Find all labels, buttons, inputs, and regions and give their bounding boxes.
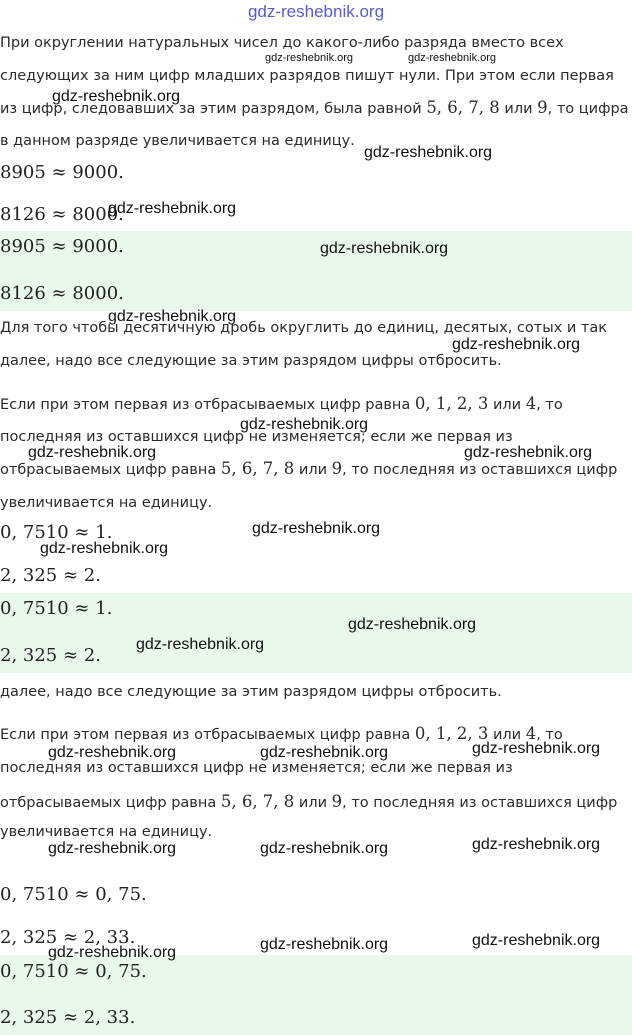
para3-line1-digit: 4 (525, 394, 537, 413)
para5-line1-text-a: Если при этом первая из отбрасываемых цифр равна (0, 727, 415, 743)
para5-line3-digit: 9 (331, 792, 343, 811)
watermark: gdz-reshebnik.org (472, 932, 601, 949)
para1-line3-text-b: или (499, 101, 538, 117)
para3-line1 (0, 394, 563, 413)
watermark: gdz-reshebnik.org (464, 444, 593, 461)
site-header (0, 0, 632, 24)
para1-line3-text-a: из цифр, следовавших за этим разрядом, была равной (0, 101, 427, 117)
para4-line1: далее, надо все следующие за этим разрядом цифры отбросить. (0, 684, 502, 700)
watermark: gdz-reshebnik.org (48, 744, 177, 761)
site-title: gdz-reshebnik.org (247, 2, 385, 21)
para1-line2: следующих за ним цифр младших разрядов пишут нули. При этом если первая (0, 68, 614, 84)
example3-highlight-formula-a: 0, 7510 ≈ 0, 75. (0, 961, 147, 982)
watermark: gdz-reshebnik.org (452, 336, 581, 353)
para3-line3-text-b: или (294, 462, 332, 478)
para2-line1: Для того чтобы десятичную дробь округлить до единиц, десятых, сотых и так (0, 320, 607, 336)
para2-line2: далее, надо все следующие за этим разрядом цифры отбросить. (0, 353, 502, 369)
example2-formula-a: 0, 7510 ≈ 1. (0, 522, 113, 543)
example3-formula-a: 0, 7510 ≈ 0, 75. (0, 884, 147, 905)
example1-formula-b: 8126 ≈ 8000. (0, 204, 124, 225)
example1-highlight-formula-a: 8905 ≈ 9000. (0, 236, 124, 257)
para3-line3-text-a: отбрасываемых цифр равна (0, 462, 221, 478)
para1-line3-digit: 9 (537, 98, 548, 117)
watermark: gdz-reshebnik.org (260, 840, 389, 857)
watermark: gdz-reshebnik.org (136, 636, 265, 653)
example3-highlight-formula-b: 2, 325 ≈ 2, 33. (0, 1007, 136, 1028)
para5-line3 (0, 792, 617, 811)
para5-line3-text-a: отбрасываемых цифр равна (0, 795, 221, 811)
para3-line3-digits: 5, 6, 7, 8 (220, 459, 295, 478)
example1-formula-a: 8905 ≈ 9000. (0, 162, 124, 183)
example2-formula-b: 2, 325 ≈ 2. (0, 565, 101, 586)
para5-line2: последняя из оставшихся цифр не изменяется; если же первая из (0, 760, 513, 776)
para5-line4: увеличивается на единицу. (0, 824, 213, 840)
para5-line3-text-c: , то последняя из оставшихся цифр (342, 795, 618, 811)
watermark: gdz-reshebnik.org (265, 52, 354, 64)
para3-line1-text-a: Если при этом первая из отбрасываемых цифр равна (0, 397, 415, 413)
para3-line1-text-b: или (488, 397, 526, 413)
para1-line1: При округлении натуральных чисел до какого-либо разряда вместо всех (0, 35, 564, 51)
watermark: gdz-reshebnik.org (252, 520, 381, 537)
watermark: gdz-reshebnik.org (40, 540, 169, 557)
watermark: gdz-reshebnik.org (48, 840, 177, 857)
example1-highlight-formula-b: 8126 ≈ 8000. (0, 283, 124, 304)
watermark: gdz-reshebnik.org (320, 240, 449, 257)
para5-line1-text-c: , то (536, 727, 563, 743)
example3-formula-b: 2, 325 ≈ 2, 33. (0, 927, 136, 948)
para3-line1-text-c: , то (536, 397, 563, 413)
para1-line4: в данном разряде увеличивается на единицу. (0, 133, 355, 149)
para5-line1-digits: 0, 1, 2, 3 (414, 724, 489, 743)
watermark: gdz-reshebnik.org (260, 936, 389, 953)
para3-line1-digits: 0, 1, 2, 3 (414, 394, 489, 413)
watermark: gdz-reshebnik.org (408, 52, 497, 64)
watermark: gdz-reshebnik.org (240, 416, 369, 433)
watermark: gdz-reshebnik.org (260, 744, 389, 761)
example2-highlight-formula-b: 2, 325 ≈ 2. (0, 645, 101, 666)
watermark: gdz-reshebnik.org (108, 308, 237, 325)
watermark: gdz-reshebnik.org (348, 616, 477, 633)
para5-line1-text-b: или (488, 727, 526, 743)
watermark: gdz-reshebnik.org (48, 944, 177, 961)
para1-line3-text-c: , то цифра (547, 101, 629, 117)
example2-highlight-formula-a: 0, 7510 ≈ 1. (0, 598, 113, 619)
para1-line3-digits: 5, 6, 7, 8 (426, 98, 500, 117)
watermark: gdz-reshebnik.org (108, 200, 237, 217)
watermark: gdz-reshebnik.org (472, 740, 601, 757)
watermark: gdz-reshebnik.org (364, 144, 493, 161)
para5-line1-digit: 4 (525, 724, 537, 743)
watermark: gdz-reshebnik.org (472, 836, 601, 853)
para5-line3-digits: 5, 6, 7, 8 (220, 792, 295, 811)
para3-line3-digit: 9 (331, 459, 343, 478)
para3-line4: увеличивается на единицу. (0, 495, 213, 511)
watermark: gdz-reshebnik.org (52, 88, 181, 105)
para5-line3-text-b: или (294, 795, 332, 811)
para3-line2: последняя из оставшихся цифр не изменяется; если же первая из (0, 429, 513, 445)
watermark: gdz-reshebnik.org (28, 444, 157, 461)
para3-line3-text-c: , то последняя из оставшихся цифр (342, 462, 618, 478)
